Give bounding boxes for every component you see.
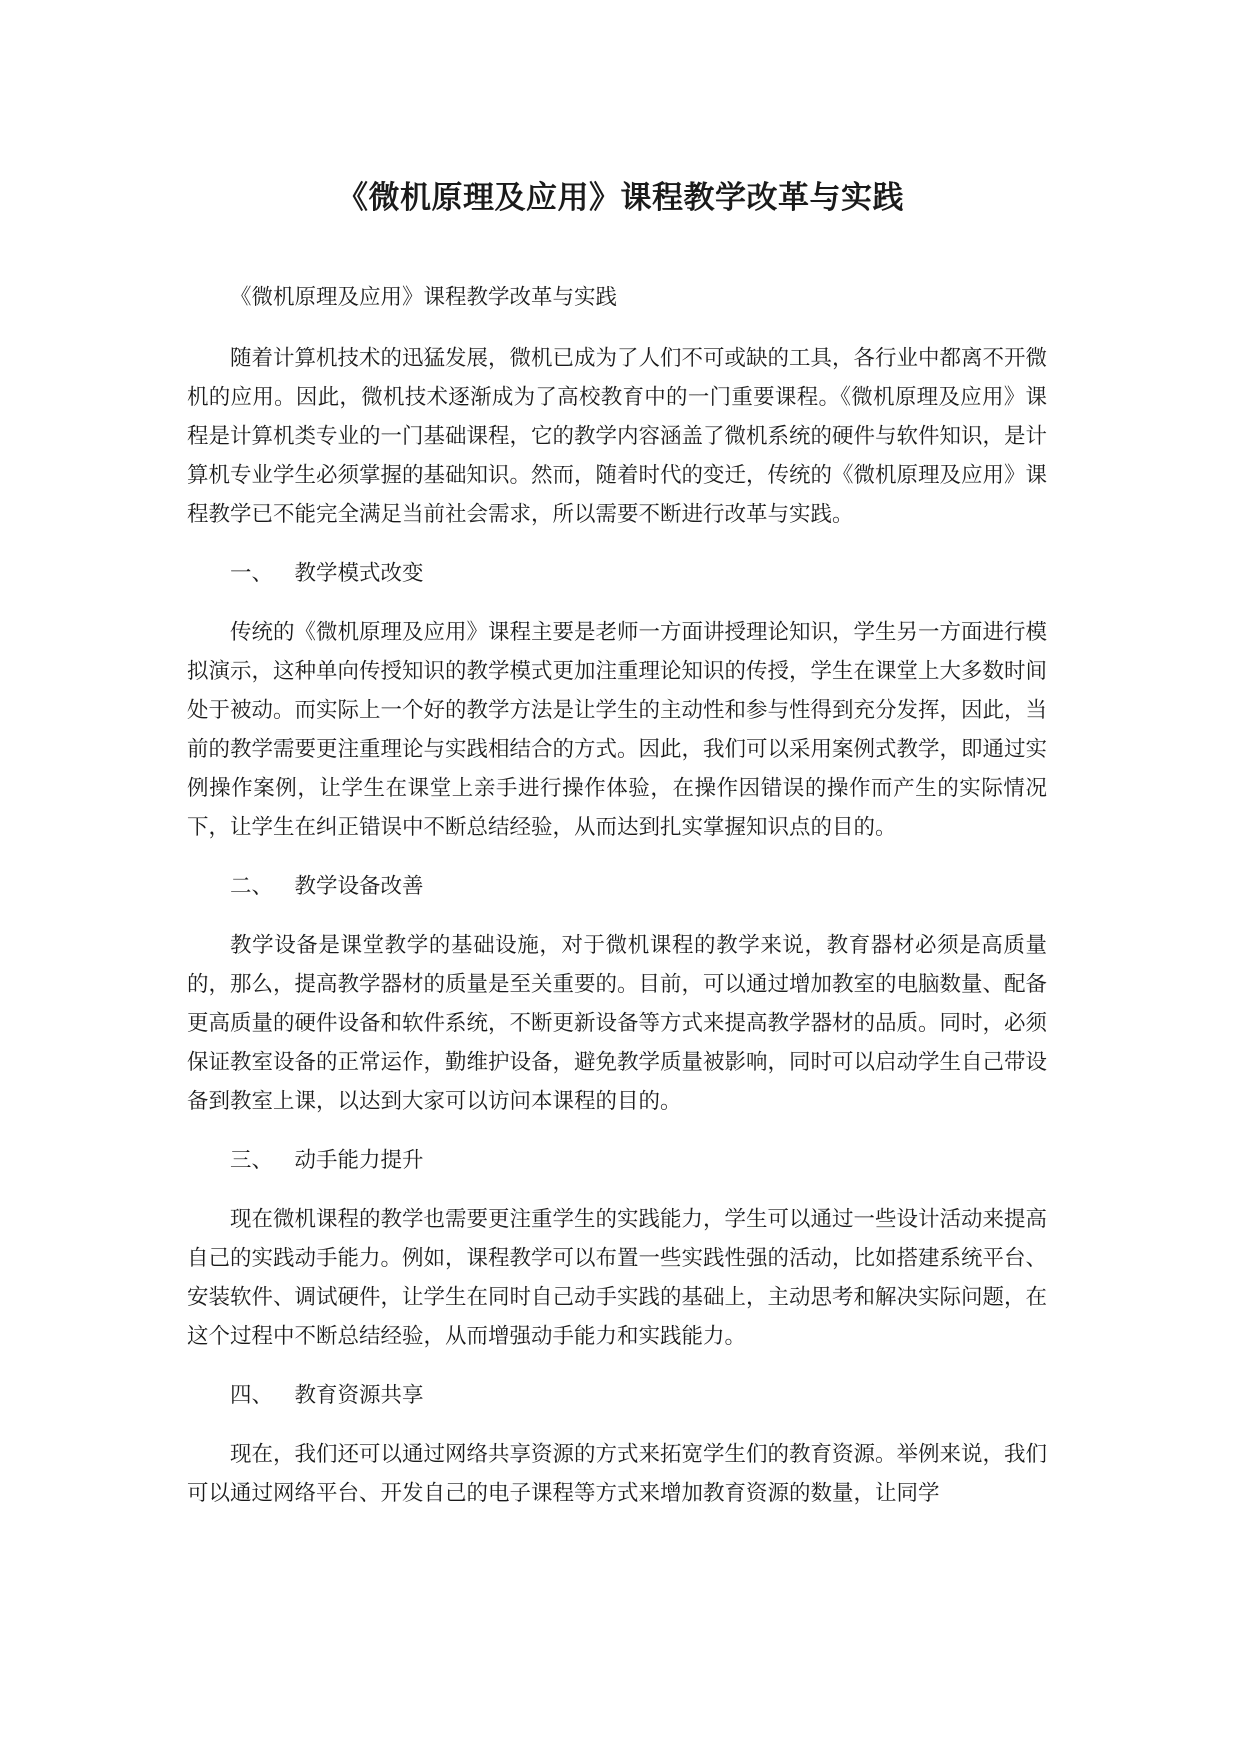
section-heading-text: 教学设备改善 bbox=[294, 874, 424, 899]
section-paragraph-4: 现在，我们还可以通过网络共享资源的方式来拓宽学生们的教育资源。举例来说，我们可以通过网络平台、开发自己的电子课程等方式来增加教育资源的数量，让同学 bbox=[187, 1442, 1048, 1506]
section-heading-3 bbox=[187, 1141, 1047, 1180]
section-paragraph-3: 现在微机课程的教学也需要更注重学生的实践能力，学生可以通过一些设计活动来提高自己的实践动手能力。例如，课程教学可以布置一些实践性强的活动，比如搭建系统平台、安装软件、调试硬件，让学生在同时自己动手实践的基础上，主动思考和解决实际问题，在这个过程中不断总结经验，从而增强动手能力和实践能力。 bbox=[187, 1207, 1048, 1349]
section-number: 四、 bbox=[230, 1383, 274, 1408]
section-heading-text: 动手能力提升 bbox=[294, 1148, 424, 1173]
document-body bbox=[187, 278, 1047, 1533]
section-number: 二、 bbox=[230, 874, 274, 899]
section-number: 一、 bbox=[230, 561, 274, 586]
intro-paragraph: 随着计算机技术的迅猛发展，微机已成为了人们不可或缺的工具，各行业中都离不开微机的应用。因此，微机技术逐渐成为了高校教育中的一门重要课程。《微机原理及应用》课程是计算机类专业的一门基础课程，它的教学内容涵盖了微机系统的硬件与软件知识，是计算机专业学生必须掌握的基础知识。然而，随着时代的变迁，传统的《微机原理及应用》课程教学已不能完全满足当前社会需求，所以需要不断进行改革与实践。 bbox=[187, 346, 1048, 527]
section-paragraph-2: 教学设备是课堂教学的基础设施，对于微机课程的教学来说，教育器材必须是高质量的，那么，提高教学器材的质量是至关重要的。目前，可以通过增加教室的电脑数量、配备更高质量的硬件设备和软件系统，不断更新设备等方式来提高教学器材的品质。同时，必须保证教室设备的正常运作，勤维护设备，避免教学质量被影响，同时可以启动学生自己带设备到教室上课，以达到大家可以访问本课程的目的。 bbox=[187, 933, 1048, 1114]
document-subtitle: 《微机原理及应用》课程教学改革与实践 bbox=[230, 285, 618, 310]
section-heading-2 bbox=[187, 867, 1047, 906]
section-heading-4 bbox=[187, 1376, 1047, 1415]
section-paragraph-1: 传统的《微机原理及应用》课程主要是老师一方面讲授理论知识，学生另一方面进行模拟演示，这种单向传授知识的教学模式更加注重理论知识的传授，学生在课堂上大多数时间处于被动。而实际上一个好的教学方法是让学生的主动性和参与性得到充分发挥，因此，当前的教学需要更注重理论与实践相结合的方式。因此，我们可以采用案例式教学，即通过实例操作案例，让学生在课堂上亲手进行操作体验，在操作因错误的操作而产生的实际情况下，让学生在纠正错误中不断总结经验，从而达到扎实掌握知识点的目的。 bbox=[187, 620, 1048, 840]
section-number: 三、 bbox=[230, 1148, 274, 1173]
section-heading-1 bbox=[187, 554, 1047, 593]
document-title: 《微机原理及应用》课程教学改革与实践 bbox=[337, 180, 904, 216]
section-heading-text: 教育资源共享 bbox=[294, 1383, 424, 1408]
section-heading-text: 教学模式改变 bbox=[294, 561, 424, 586]
